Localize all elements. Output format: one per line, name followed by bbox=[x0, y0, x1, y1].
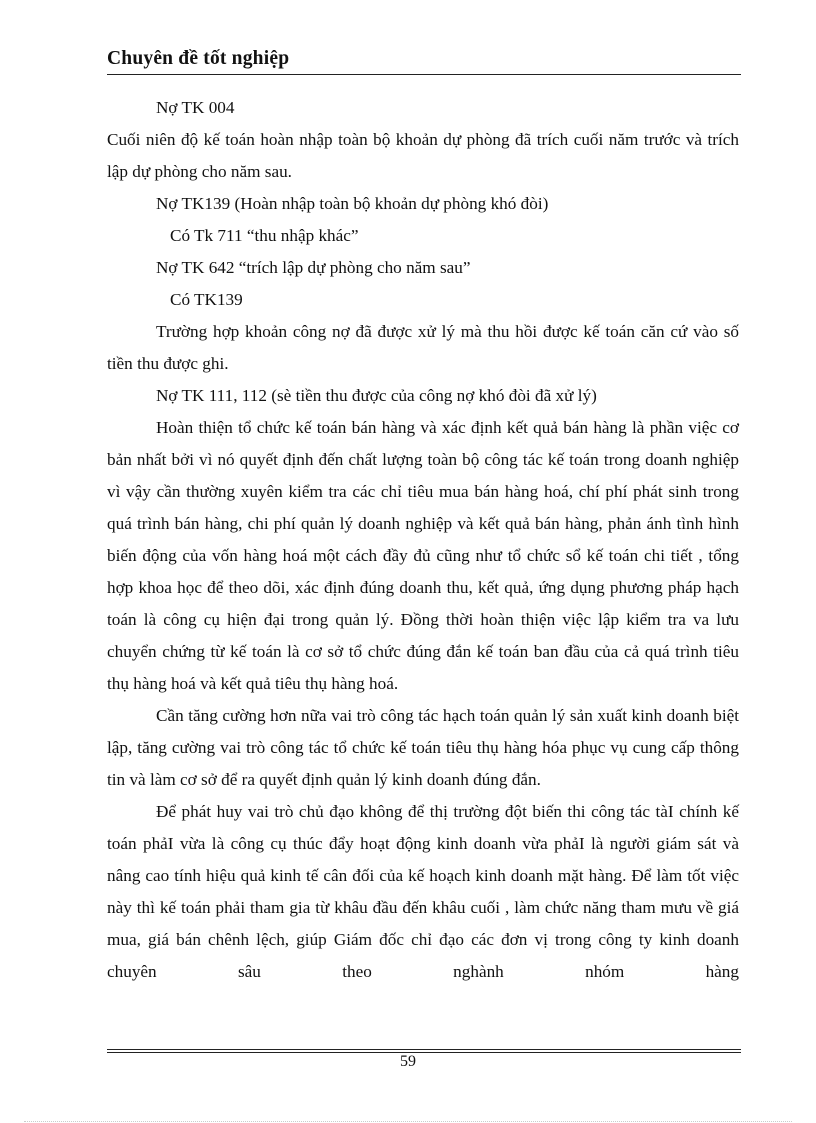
header-rule bbox=[107, 74, 741, 75]
paragraph-leading-role: Để phát huy vai trò chủ đạo không để thị trường đột biến thi công tác tàI chính kế toán phảI vừa là công cụ thúc đẩy hoạt động kinh doanh vừa phảI là người giám sát và nâng cao tính hiệu quả kinh tế cân đối của kế hoạch kinh doanh mặt hàng. Để làm tốt việc này thì kế toán phải tham gia từ khâu đầu đến khâu cuối , làm chức năng tham mưu về giá mua, giá bán chênh lệch, giúp Giám đốc chỉ đạo các đơn vị trong công ty kinh doanh chuyên sâu theo nghành nhóm hàng bbox=[107, 802, 739, 981]
entry-debit-tk004: Nợ TK 004 bbox=[156, 98, 235, 117]
entry-credit-tk139: Có TK139 bbox=[170, 290, 243, 309]
entry-debit-tk139: Nợ TK139 (Hoàn nhập toàn bộ khoản dự phòng khó đòi) bbox=[156, 194, 549, 213]
paragraph-strengthen-role: Cần tăng cường hơn nữa vai trò công tác hạch toán quản lý sản xuất kinh doanh biệt lập, tăng cường vai trò công tác tổ chức kế toán tiêu thụ hàng hóa phục vụ cung cấp thông tin và làm cơ sở để ra quyết định quản lý kinh doanh đúng đắn. bbox=[107, 706, 739, 789]
page-number: 59 bbox=[400, 1053, 416, 1070]
entry-debit-tk111-112: Nợ TK 111, 112 (sè tiền thu được của công nợ khó đòi đã xử lý) bbox=[156, 386, 597, 405]
entry-credit-tk711: Có Tk 711 “thu nhập khác” bbox=[170, 226, 359, 245]
page-body bbox=[107, 92, 739, 988]
page-edge-border bbox=[24, 1121, 792, 1122]
running-header-title: Chuyên đề tốt nghiệp bbox=[107, 48, 290, 69]
paragraph-sales-accounting: Hoàn thiện tổ chức kế toán bán hàng và xác định kết quả bán hàng là phần việc cơ bản nhất bởi vì nó quyết định đến chất lượng toàn bộ công tác kế toán trong doanh nghiệp vì vậy cần thường xuyên kiểm tra các chỉ tiêu mua bán hàng hoá, chí phí phát sinh trong quá trình bán hàng, chi phí quản lý doanh nghiệp và kết quả bán hàng, phản ánh tình hình biến động của vốn hàng hoá một cách đầy đủ cũng như tổ chức sổ kế toán chi tiết , tổng hợp khoa học để theo dõi, xác định đúng doanh thu, kết quả, ứng dụng phương pháp hạch toán là công cụ hiện đại trong quản lý. Đồng thời hoàn thiện việc lập kiểm tra va lưu chuyển chứng từ kế toán là cơ sở tổ chức đúng đắn kế toán ban đầu của cả quá trình tiêu thụ hàng hoá và kết quả tiêu thụ hàng hoá. bbox=[107, 418, 739, 693]
paragraph-recovered-debt: Trường hợp khoản công nợ đã được xử lý mà thu hồi được kế toán căn cứ vào số tiền thu được ghi. bbox=[107, 322, 739, 373]
paragraph-year-end-reversal: Cuối niên độ kế toán hoàn nhập toàn bộ khoản dự phòng đã trích cuối năm trước và trích lập dự phòng cho năm sau. bbox=[107, 130, 739, 181]
entry-debit-tk642: Nợ TK 642 “trích lập dự phòng cho năm sau” bbox=[156, 258, 471, 277]
